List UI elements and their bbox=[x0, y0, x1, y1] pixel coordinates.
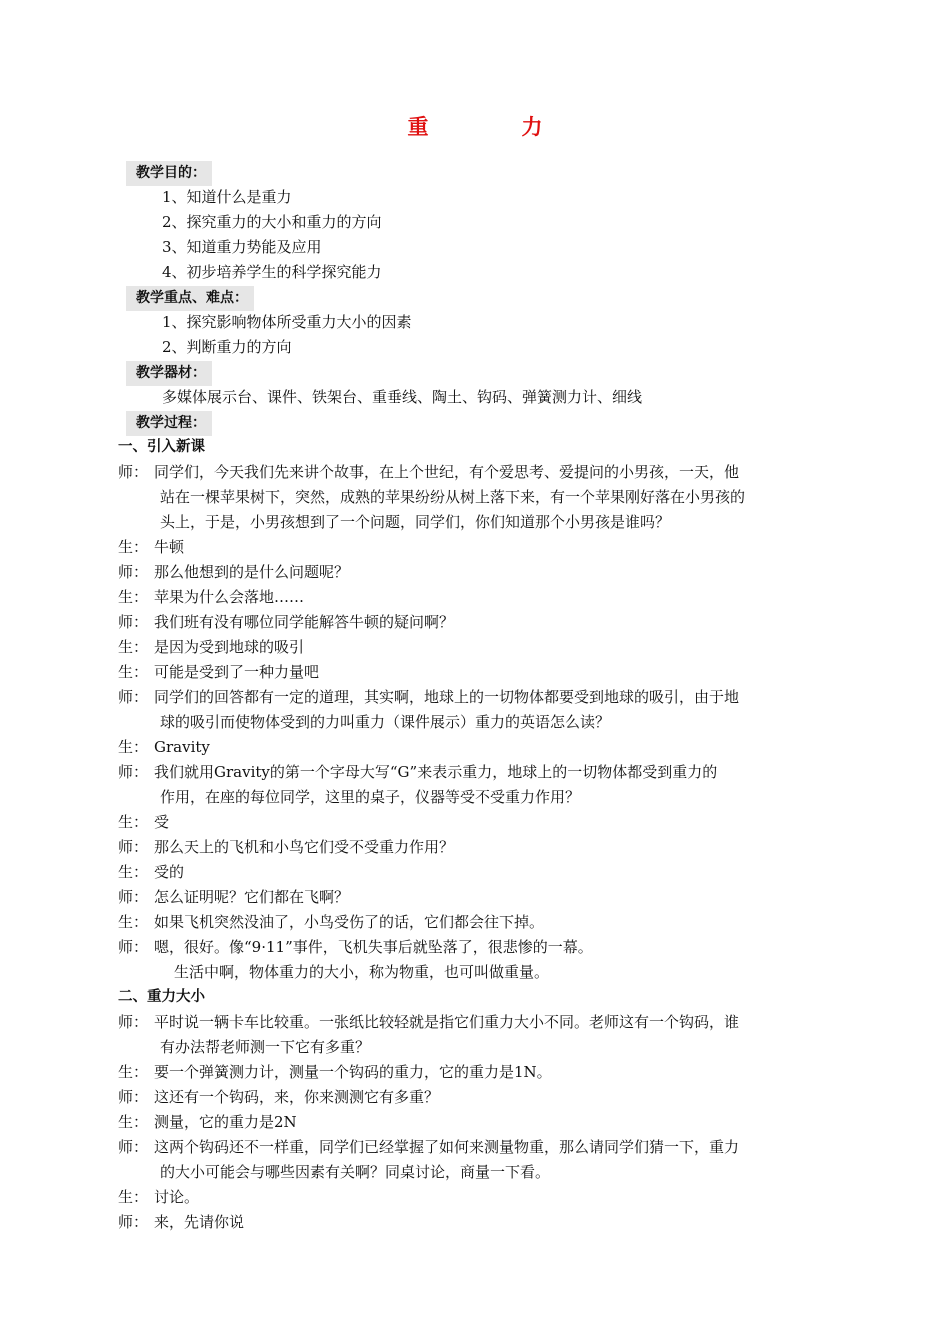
dialog-text: 我们就用Gravity的第一个字母大写“G”来表示重力，地球上的一切物体都受到重力的 bbox=[154, 763, 718, 781]
speaker-label: 生： bbox=[118, 1063, 149, 1081]
speaker-label bbox=[118, 1160, 160, 1185]
dialog-line bbox=[118, 735, 838, 760]
dialog-text: 有办法帮老师测一下它有多重？ bbox=[160, 1038, 371, 1056]
dialog-text: 那么他想到的是什么问题呢？ bbox=[154, 563, 350, 581]
dialog-text: 我们班有没有哪位同学能解答牛顿的疑问啊？ bbox=[154, 613, 455, 631]
speaker-label: 师： bbox=[118, 613, 149, 631]
speaker-label bbox=[118, 510, 160, 535]
materials-header: 教学器材： bbox=[126, 361, 212, 386]
speaker-label: 生： bbox=[118, 638, 149, 656]
dialog-line bbox=[118, 585, 838, 610]
dialog-text: Gravity bbox=[154, 738, 210, 756]
dialog-text: 那么天上的飞机和小鸟它们受不受重力作用？ bbox=[154, 838, 455, 856]
speaker-label: 生： bbox=[118, 738, 149, 756]
dialog-line bbox=[118, 1185, 838, 1210]
dialog-text: 可能是受到了一种力量吧 bbox=[154, 663, 320, 681]
dialog-text: 要一个弹簧测力计，测量一个钩码的重力，它的重力是1N。 bbox=[154, 1063, 552, 1081]
speaker-label bbox=[118, 1035, 160, 1060]
dialog-line bbox=[118, 1110, 838, 1135]
objectives-header: 教学目的： bbox=[126, 161, 212, 186]
section1-dialog bbox=[118, 460, 838, 960]
section-heading: 二、重力大小 bbox=[118, 989, 205, 1005]
dialog-text: 是因为受到地球的吸引 bbox=[154, 638, 305, 656]
dialog-text: 如果飞机突然没油了，小鸟受伤了的话，它们都会往下掉。 bbox=[154, 913, 545, 931]
speaker-label: 生： bbox=[118, 588, 149, 606]
speaker-label: 师： bbox=[118, 838, 149, 856]
speaker-label: 师： bbox=[118, 763, 149, 781]
dialog-line bbox=[118, 1085, 838, 1110]
speaker-label: 生： bbox=[118, 1188, 149, 1206]
dialog-text: 同学们，今天我们先来讲个故事，在上个世纪，有个爱思考、爱提问的小男孩，一天，他 bbox=[154, 463, 740, 481]
speaker-label: 师： bbox=[118, 938, 149, 956]
dialog-line-continuation bbox=[118, 785, 838, 810]
dialog-line bbox=[118, 685, 838, 710]
speaker-label: 师： bbox=[118, 1013, 149, 1031]
key-point-item: 1、探究影响物体所受重力大小的因素 bbox=[162, 313, 412, 331]
dialog-area bbox=[118, 435, 838, 1235]
page-title: 重 力 bbox=[407, 115, 579, 139]
dialog-line bbox=[118, 535, 838, 560]
dialog-line-continuation bbox=[118, 485, 838, 510]
dialog-line bbox=[118, 660, 838, 685]
section-heading: 一、引入新课 bbox=[118, 439, 205, 455]
dialog-line bbox=[118, 935, 838, 960]
speaker-label: 师： bbox=[118, 1213, 149, 1231]
dialog-text: 受 bbox=[154, 813, 170, 831]
speaker-label bbox=[118, 485, 160, 510]
dialog-text: 测量，它的重力是2N bbox=[154, 1113, 297, 1131]
speaker-label: 生： bbox=[118, 913, 149, 931]
dialog-text: 平时说一辆卡车比较重。一张纸比较轻就是指它们重力大小不同。老师这有一个钩码，谁 bbox=[154, 1013, 740, 1031]
dialog-line bbox=[118, 1210, 838, 1235]
speaker-label: 师： bbox=[118, 1088, 149, 1106]
dialog-line bbox=[118, 760, 838, 785]
speaker-label: 师： bbox=[118, 888, 149, 906]
dialog-line-continuation bbox=[118, 1160, 838, 1185]
dialog-line bbox=[118, 860, 838, 885]
dialog-line bbox=[118, 1010, 838, 1035]
materials-text: 多媒体展示台、课件、铁架台、重垂线、陶土、钩码、弹簧测力计、细线 bbox=[162, 388, 643, 406]
section1-closing: 生活中啊，物体重力的大小，称为物重，也可叫做重量。 bbox=[174, 963, 550, 981]
objective-item: 3、知道重力势能及应用 bbox=[162, 238, 322, 256]
dialog-line bbox=[118, 810, 838, 835]
dialog-text: 这两个钩码还不一样重，同学们已经掌握了如何来测量物重，那么请同学们猜一下，重力 bbox=[154, 1138, 740, 1156]
speaker-label: 生： bbox=[118, 863, 149, 881]
dialog-line bbox=[118, 610, 838, 635]
speaker-label: 师： bbox=[118, 688, 149, 706]
objective-item: 2、探究重力的大小和重力的方向 bbox=[162, 213, 382, 231]
dialog-line bbox=[118, 560, 838, 585]
process-header: 教学过程： bbox=[126, 411, 212, 436]
speaker-label: 生： bbox=[118, 813, 149, 831]
objective-item: 4、初步培养学生的科学探究能力 bbox=[162, 263, 382, 281]
section2-dialog bbox=[118, 1010, 838, 1235]
dialog-line bbox=[118, 635, 838, 660]
dialog-line bbox=[118, 885, 838, 910]
speaker-label: 生： bbox=[118, 1113, 149, 1131]
document-body bbox=[126, 160, 826, 435]
speaker-label bbox=[118, 785, 160, 810]
dialog-text: 讨论。 bbox=[154, 1188, 200, 1206]
key-points-header: 教学重点、难点： bbox=[126, 286, 254, 311]
speaker-label: 生： bbox=[118, 538, 149, 556]
speaker-label: 师： bbox=[118, 1138, 149, 1156]
dialog-text: 这还有一个钩码，来，你来测测它有多重？ bbox=[154, 1088, 440, 1106]
speaker-label: 师： bbox=[118, 563, 149, 581]
dialog-text: 怎么证明呢？它们都在飞啊？ bbox=[154, 888, 350, 906]
dialog-text: 苹果为什么会落地…… bbox=[154, 588, 305, 606]
dialog-text: 球的吸引而使物体受到的力叫重力（课件展示）重力的英语怎么读？ bbox=[160, 713, 611, 731]
dialog-line-continuation bbox=[118, 1035, 838, 1060]
dialog-line bbox=[118, 910, 838, 935]
dialog-text: 头上，于是，小男孩想到了一个问题，同学们，你们知道那个小男孩是谁吗？ bbox=[160, 513, 671, 531]
dialog-text: 受的 bbox=[154, 863, 185, 881]
dialog-text: 站在一棵苹果树下，突然，成熟的苹果纷纷从树上落下来，有一个苹果刚好落在小男孩的 bbox=[160, 488, 746, 506]
dialog-text: 嗯，很好。像“9·11”事件，飞机失事后就坠落了，很悲惨的一幕。 bbox=[154, 938, 593, 956]
speaker-label: 师： bbox=[118, 463, 149, 481]
dialog-text: 作用，在座的每位同学，这里的桌子，仪器等受不受重力作用？ bbox=[160, 788, 581, 806]
dialog-line bbox=[118, 1135, 838, 1160]
objective-item: 1、知道什么是重力 bbox=[162, 188, 292, 206]
dialog-line bbox=[118, 835, 838, 860]
dialog-text: 的大小可能会与哪些因素有关啊？同桌讨论，商量一下看。 bbox=[160, 1163, 551, 1181]
dialog-line bbox=[118, 1060, 838, 1085]
dialog-line bbox=[118, 460, 838, 485]
speaker-label bbox=[118, 710, 160, 735]
dialog-text: 来，先请你说 bbox=[154, 1213, 245, 1231]
key-point-item: 2、判断重力的方向 bbox=[162, 338, 292, 356]
dialog-text: 牛顿 bbox=[154, 538, 185, 556]
dialog-text: 同学们的回答都有一定的道理，其实啊，地球上的一切物体都要受到地球的吸引，由于地 bbox=[154, 688, 740, 706]
speaker-label: 生： bbox=[118, 663, 149, 681]
dialog-line-continuation bbox=[118, 710, 838, 735]
dialog-line-continuation bbox=[118, 510, 838, 535]
